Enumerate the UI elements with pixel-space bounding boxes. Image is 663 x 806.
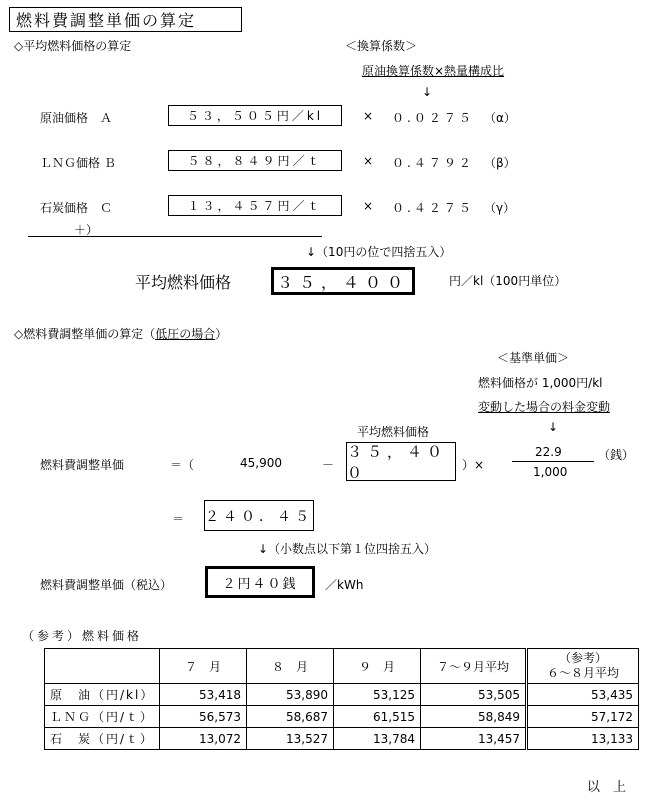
table-cell: 61,515 xyxy=(334,706,421,728)
page-title: 燃料費調整単価の算定 xyxy=(9,7,242,32)
table-cell: 13,457 xyxy=(421,728,527,750)
value-box-lng: ５８，８４９円／ｔ xyxy=(168,150,342,171)
times-sign: × xyxy=(363,109,374,123)
tax-label: 燃料費調整単価（税込） xyxy=(40,578,173,592)
plus-sign: ＋） xyxy=(74,223,99,237)
row-label-coal: 石炭価格 Ｃ xyxy=(40,201,113,215)
coef-sub: 原油換算係数×熱量構成比 xyxy=(362,64,505,78)
table-cell: 57,172 xyxy=(527,706,639,728)
table-cell: 58,849 xyxy=(421,706,527,728)
greek-gamma: （γ） xyxy=(484,201,516,215)
header-cell: ９ 月 xyxy=(334,649,421,684)
base-line1: 燃料価格が 1,000円/kl xyxy=(478,376,603,390)
sen-unit: （銭） xyxy=(598,448,635,462)
footer-text: 以 上 xyxy=(587,780,627,795)
header-cell: ７～９月平均 xyxy=(421,649,527,684)
greek-beta: （β） xyxy=(484,156,516,170)
value-box-crude: ５３，５０５円／kl xyxy=(168,105,342,126)
greek-alpha: （α） xyxy=(484,111,516,125)
table-row xyxy=(45,728,639,750)
coef-header: ＜換算係数＞ xyxy=(345,39,418,53)
base-line2: 変動した場合の料金変動 xyxy=(478,400,611,414)
arrow-down-icon: ↓ xyxy=(548,420,559,434)
tax-value-box: ２円４０銭 xyxy=(205,566,315,598)
section1-heading: ◇平均燃料価格の算定 xyxy=(14,39,132,53)
avg-fuel-value-box: ３５，４００ xyxy=(271,267,415,295)
header-cell: （参考） ６～８月平均 xyxy=(527,649,639,684)
row-header: 石 炭（円/ｔ） xyxy=(45,728,160,750)
table-cell: 53,125 xyxy=(334,684,421,706)
header-cell: ８ 月 xyxy=(247,649,334,684)
table-cell: 53,418 xyxy=(160,684,247,706)
round-note-1: ↓（10円の位で四捨五入） xyxy=(306,245,452,259)
times-sign: × xyxy=(363,154,374,168)
table-cell: 13,784 xyxy=(334,728,421,750)
table-row xyxy=(45,706,639,728)
row-header: 原 油（円/kl） xyxy=(45,684,160,706)
coef-lng: ０.４７９２ xyxy=(392,156,474,170)
section2-heading: ◇燃料費調整単価の算定（低圧の場合） xyxy=(14,327,228,341)
avg-fuel-label: 平均燃料価格 xyxy=(135,273,232,292)
header-cell xyxy=(45,649,160,684)
coef-coal: ０.４２７５ xyxy=(392,201,474,215)
avg-fuel-value-box-2: ３５，４００ xyxy=(346,442,456,481)
avg-fuel-unit: 円／kl（100円単位） xyxy=(449,274,567,288)
table-cell: 56,573 xyxy=(160,706,247,728)
arrow-down-icon: ↓ xyxy=(422,85,433,99)
result-box: ２４０．４５ xyxy=(204,500,314,531)
round-note-2: ↓（小数点以下第１位四捨五入） xyxy=(258,542,437,556)
base-header: ＜基準単価＞ xyxy=(497,351,570,365)
eq-open: ＝（ xyxy=(170,458,195,472)
coef-crude: ０.０２７５ xyxy=(392,111,474,125)
table-cell: 13,072 xyxy=(160,728,247,750)
table-cell: 13,527 xyxy=(247,728,334,750)
close-times: ）× xyxy=(462,458,485,472)
header-cell: ７ 月 xyxy=(160,649,247,684)
minus-sign: － xyxy=(322,458,335,472)
table-cell: 13,133 xyxy=(527,728,639,750)
table-cell: 53,505 xyxy=(421,684,527,706)
row-label-lng: ＬＮＧ価格 Ｂ xyxy=(40,156,116,170)
row-label-crude: 原油価格 Ａ xyxy=(40,111,113,125)
sum-line xyxy=(28,236,322,237)
table-cell: 58,687 xyxy=(247,706,334,728)
row-header: ＬＮＧ（円/ｔ） xyxy=(45,706,160,728)
reference-table xyxy=(44,648,639,750)
reference-title: （参考）燃料価格 xyxy=(22,629,143,643)
table-row xyxy=(45,684,639,706)
table-cell: 53,890 xyxy=(247,684,334,706)
avg-fuel-label-small: 平均燃料価格 xyxy=(357,425,430,439)
fraction-num: 22.9 xyxy=(535,445,562,459)
fraction-den: 1,000 xyxy=(533,465,568,479)
formula-label: 燃料費調整単価 xyxy=(40,458,125,472)
table-cell: 53,435 xyxy=(527,684,639,706)
tax-unit: ／kWh xyxy=(325,578,364,592)
table-header-row xyxy=(45,649,639,684)
eq-sign: ＝ xyxy=(172,512,185,526)
value-box-coal: １３，４５７円／ｔ xyxy=(168,195,342,216)
fraction-bar xyxy=(512,461,594,462)
times-sign: × xyxy=(363,199,374,213)
base-value: 45,900 xyxy=(240,456,282,470)
